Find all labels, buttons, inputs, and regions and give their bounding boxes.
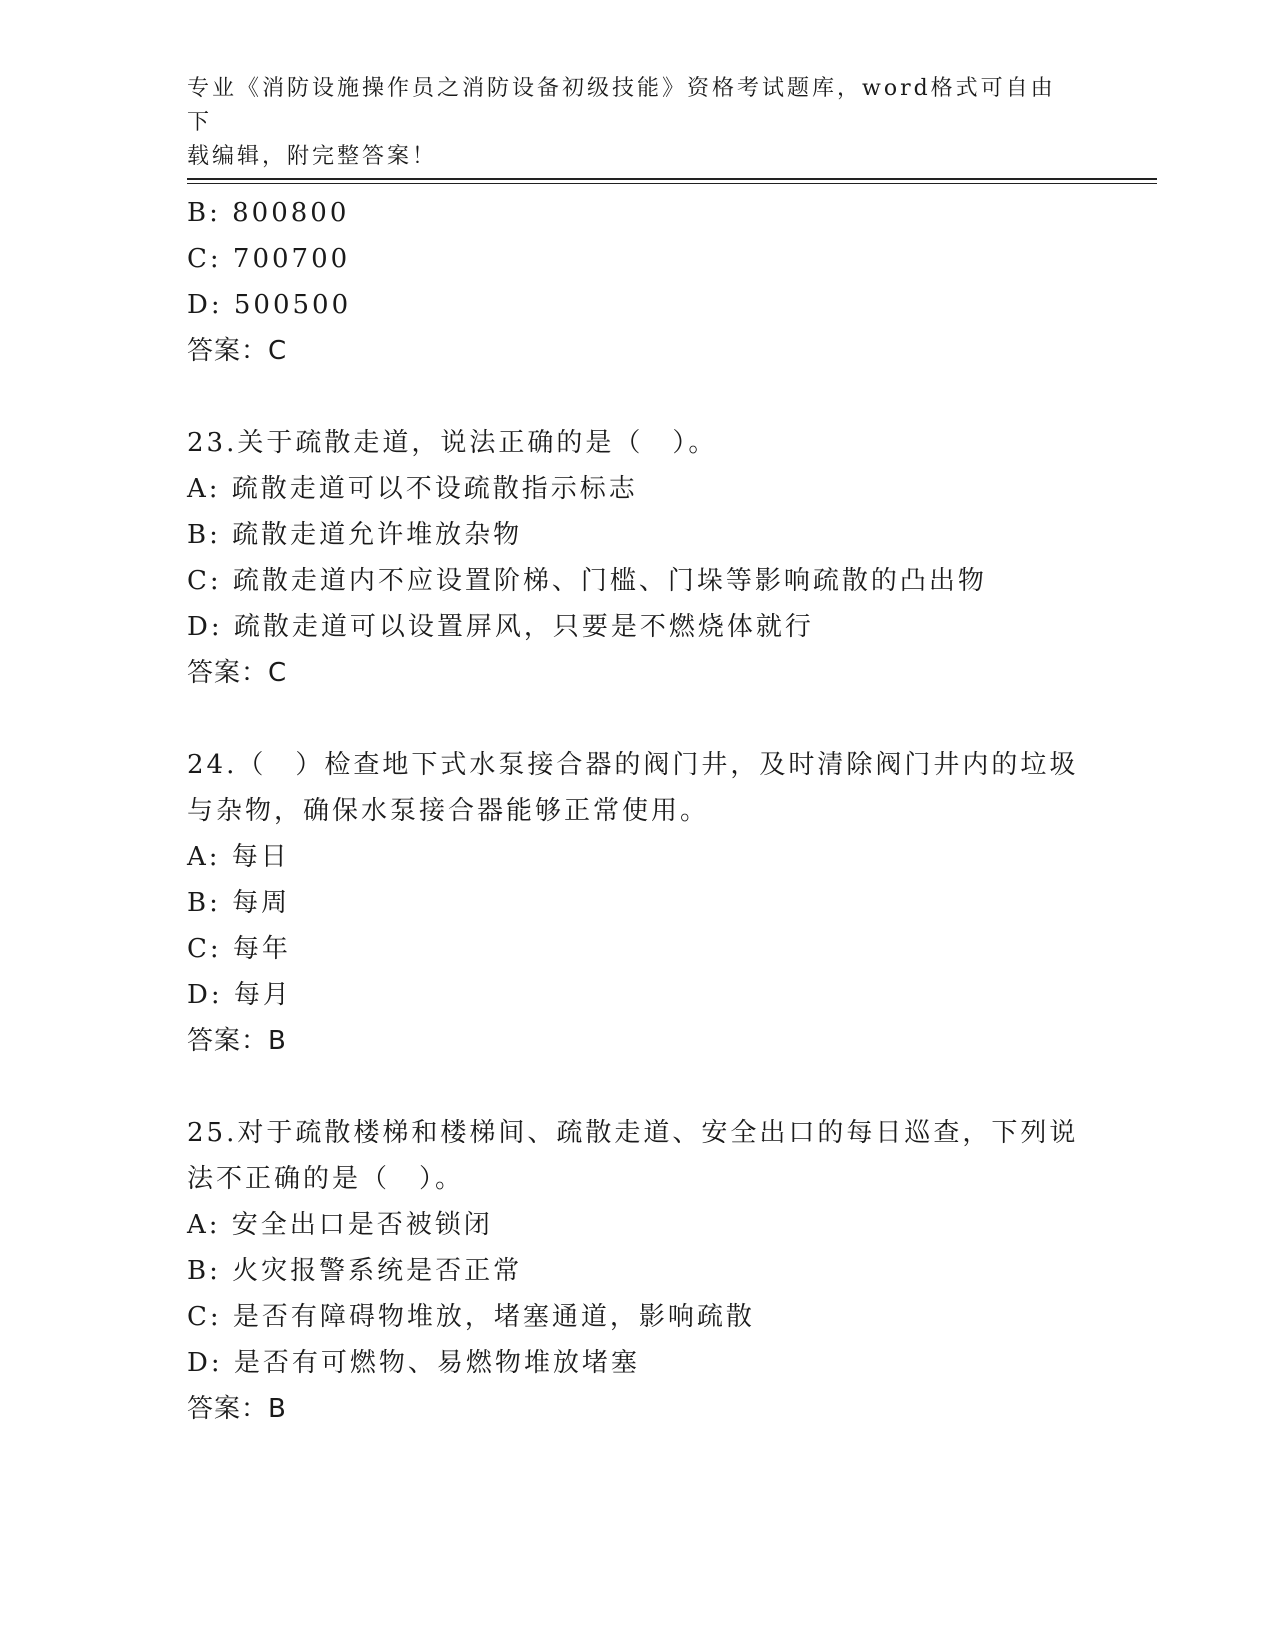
option-a: A: 疏散走道可以不设疏散指示标志 <box>187 474 638 504</box>
answer-line: 答案：B <box>187 1026 287 1056</box>
option-d: D: 疏散走道可以设置屏风，只要是不燃烧体就行 <box>187 612 814 642</box>
document-header <box>187 72 1067 174</box>
option-b: B: 每周 <box>187 888 291 918</box>
question-text-line-2: 与杂物，确保水泵接合器能够正常使用。 <box>187 796 710 826</box>
question-24 <box>187 742 1087 1064</box>
option-c: C: 疏散走道内不应设置阶梯、门槛、门垛等影响疏散的凸出物 <box>187 566 987 596</box>
question-22-partial <box>187 190 1087 374</box>
answer-line: 答案：C <box>187 336 288 366</box>
question-text-line-2: 法不正确的是（ ）。 <box>187 1164 465 1194</box>
header-line-1: 专业《消防设施操作员之消防设备初级技能》资格考试题库，word格式可自由下 <box>187 76 1056 135</box>
option-a: A: 安全出口是否被锁闭 <box>187 1210 493 1240</box>
header-divider-thick <box>187 178 1157 180</box>
option-b: B: 800800 <box>187 198 350 228</box>
option-d: D: 每月 <box>187 980 292 1010</box>
option-c: C: 是否有障碍物堆放，堵塞通道，影响疏散 <box>187 1302 755 1332</box>
header-divider-thin <box>187 183 1157 184</box>
document-body <box>187 190 1087 1432</box>
option-b: B: 火灾报警系统是否正常 <box>187 1256 523 1286</box>
question-25 <box>187 1110 1087 1432</box>
option-a: A: 每日 <box>187 842 290 872</box>
question-23 <box>187 420 1087 696</box>
answer-line: 答案：C <box>187 658 288 688</box>
option-d: D: 500500 <box>187 290 352 320</box>
header-line-2: 载编辑，附完整答案！ <box>187 144 438 169</box>
option-b: B: 疏散走道允许堆放杂物 <box>187 520 523 550</box>
question-text: 23.关于疏散走道，说法正确的是（ ）。 <box>187 428 718 458</box>
option-c: C: 每年 <box>187 934 291 964</box>
question-text-line-1: 25.对于疏散楼梯和楼梯间、疏散走道、安全出口的每日巡查，下列说 <box>187 1118 1079 1148</box>
answer-line: 答案：B <box>187 1394 287 1424</box>
question-text-line-1: 24.（ ）检查地下式水泵接合器的阀门井，及时清除阀门井内的垃圾 <box>187 750 1079 780</box>
option-d: D: 是否有可燃物、易燃物堆放堵塞 <box>187 1348 640 1378</box>
option-c: C: 700700 <box>187 244 351 274</box>
